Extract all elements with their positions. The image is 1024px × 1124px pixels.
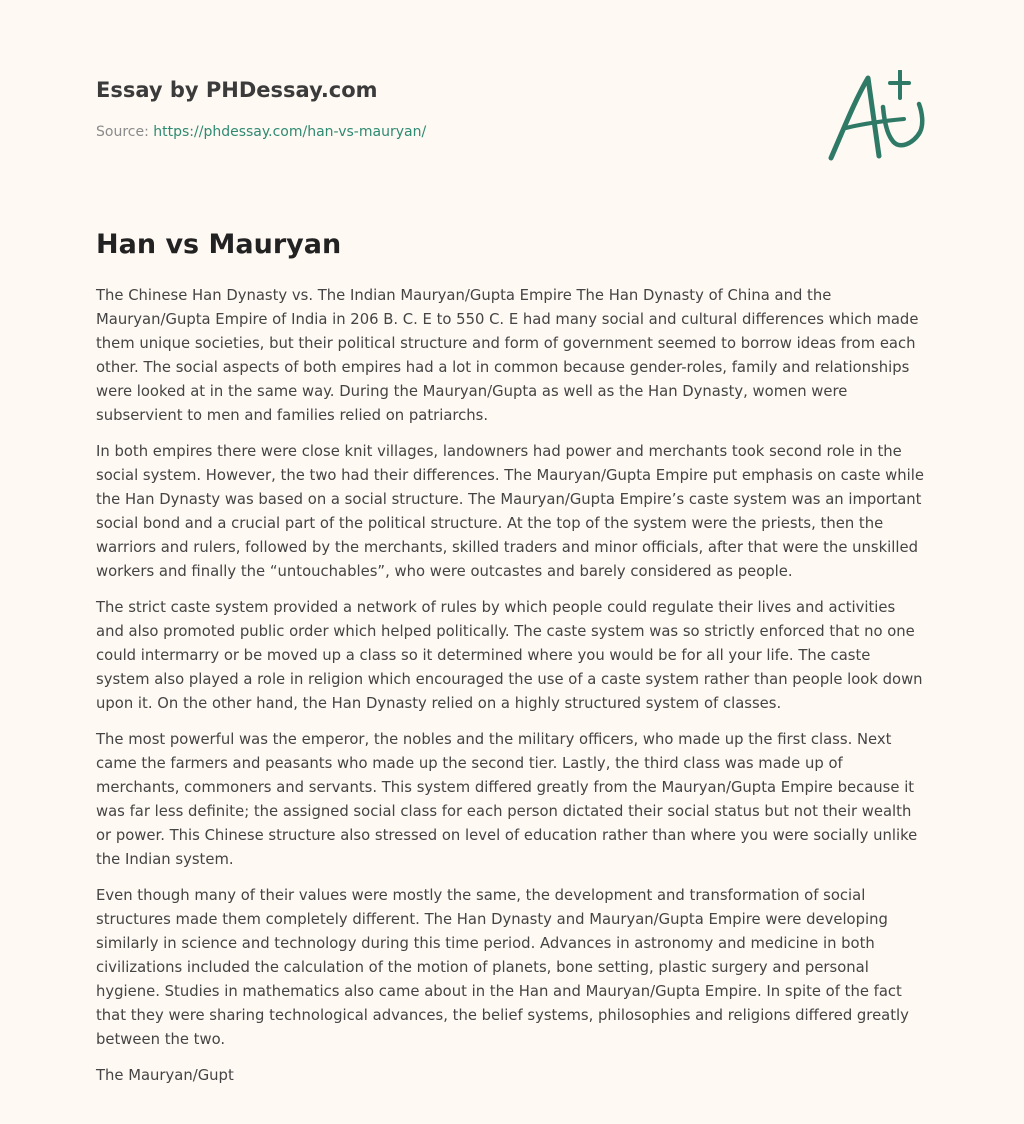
a-plus-icon: [826, 70, 926, 164]
essay-paragraph: The most powerful was the emperor, the nobles and the military officers, who made up the first class. Next came the farmers and peasants who made up the second tier. Lastly, the third class was made up of merchants, commoners and servants. This system differed greatly from the Mauryan/Gupta Empire because it was far less definite; the assigned social class for each person dictated their social status but not their wealth or power. This Chinese structure also stressed on level of education rather than where you were socially unlike the Indian system.: [96, 731, 918, 868]
essay-paragraph: In both empires there were close knit villages, landowners had power and merchants took second role in the social system. However, the two had their differences. The Mauryan/Gupta Empire put emphasis on caste while the Han Dynasty was based on a social structure. The Mauryan/Gupta Empire’s caste system was an important social bond and a crucial part of the political structure. At the top of the system were the priests, then the warriors and rulers, followed by the merchants, skilled traders and minor officials, after that were the unskilled workers and finally the “untouchables”, who were outcastes and barely considered as people.: [96, 443, 924, 580]
essay-paragraph: The Mauryan/Gupt: [96, 1067, 234, 1084]
essay-paragraph: Even though many of their values were mostly the same, the development and transformation of social structures made them completely different. The Han Dynasty and Mauryan/Gupta Empire were developing similarly in science and technology during this time period. Advances in astronomy and medicine in both civilizations included the calculation of the motion of planets, bone setting, plastic surgery and personal hygiene. Studies in mathematics also came about in the Han and Mauryan/Gupta Empire. In spite of the fact that they were sharing technological advances, the belief systems, philosophies and religions differed greatly between the two.: [96, 887, 909, 1048]
site-title: Essay by PHDessay.com: [96, 78, 378, 102]
source-link[interactable]: https://phdessay.com/han-vs-mauryan/: [153, 124, 427, 140]
source-line: [96, 122, 426, 142]
essay-body: [96, 284, 926, 1100]
essay-title: Han vs Mauryan: [96, 229, 342, 260]
essay-paragraph: The Chinese Han Dynasty vs. The Indian Mauryan/Gupta Empire The Han Dynasty of China and the Mauryan/Gupta Empire of India in 206 B. C. E to 550 C. E had many social and cultural differences which made them unique societies, but their political structure and form of government seemed to borrow ideas from each other. The social aspects of both empires had a lot in common because gender-roles, family and relationships were looked at in the same way. During the Mauryan/Gupta as well as the Han Dynasty, women were subservient to men and families relied on patriarchs.: [96, 287, 919, 424]
source-label: Source:: [96, 124, 149, 140]
essay-paragraph: The strict caste system provided a network of rules by which people could regulate their lives and activities and also promoted public order which helped politically. The caste system was so strictly enforced that no one could intermarry or be moved up a class so it determined where you would be for all your life. The caste system also played a role in religion which encouraged the use of a caste system rather than people look down upon it. On the other hand, the Han Dynasty relied on a highly structured system of classes.: [96, 599, 923, 712]
